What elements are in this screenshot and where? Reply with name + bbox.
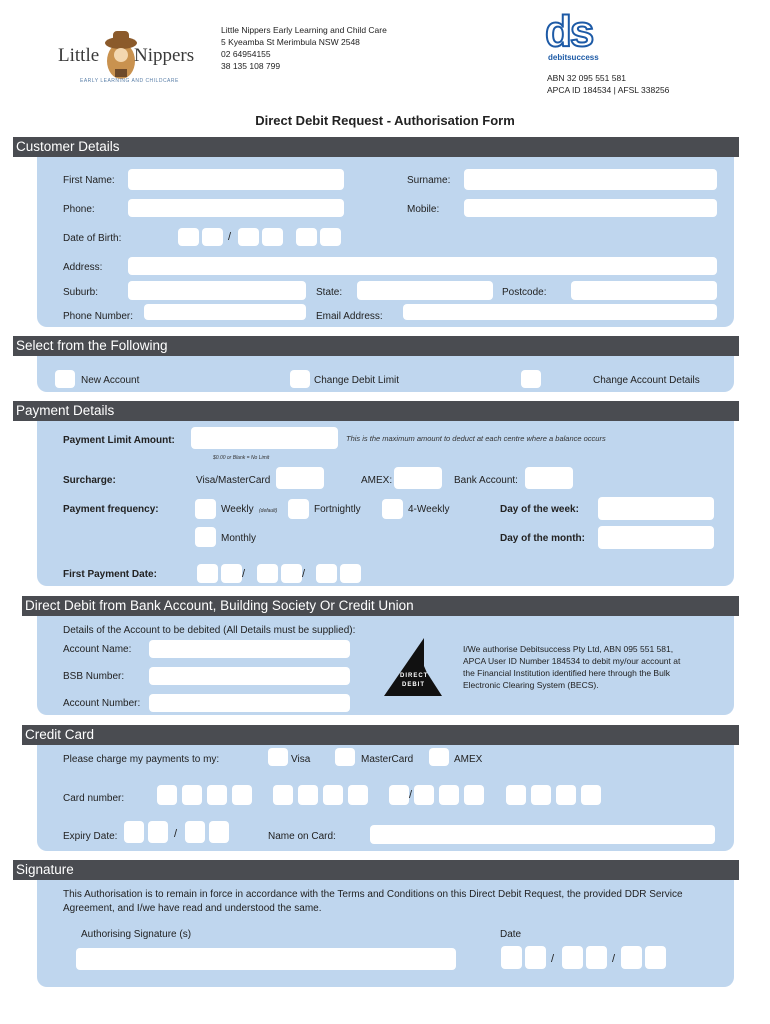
- dd-logo-line1: DIRECT: [400, 673, 429, 679]
- postcode-input[interactable]: [571, 281, 717, 300]
- mastercard-label: MasterCard: [361, 754, 414, 765]
- card-digit[interactable]: [273, 785, 293, 805]
- name-on-card-label: Name on Card:: [268, 831, 336, 842]
- sig-date-month-2[interactable]: [586, 946, 607, 969]
- card-digit[interactable]: [323, 785, 343, 805]
- customer-details-heading: Customer Details: [13, 137, 739, 157]
- auth-line: I/We authorise Debitsuccess Pty Ltd, ABN 095 551 581,: [463, 644, 674, 654]
- visa-label: Visa: [291, 754, 311, 765]
- signature-date-label: Date: [500, 929, 522, 940]
- signature-text-line2: Agreement, and I/we have read and understood the same.: [63, 903, 322, 914]
- org-line: Little Nippers Early Learning and Child Care: [221, 25, 387, 35]
- card-digit[interactable]: [348, 785, 368, 805]
- bank-account-surcharge-label: Bank Account:: [454, 475, 518, 486]
- sig-date-day-1[interactable]: [501, 946, 522, 969]
- sig-date-slash-2: /: [612, 953, 616, 965]
- expiry-slash: /: [174, 828, 178, 840]
- expiry-year-1[interactable]: [185, 821, 205, 843]
- mastercard-checkbox[interactable]: [335, 748, 355, 766]
- form-title: Direct Debit Request - Authorisation Form: [255, 113, 515, 128]
- card-digit[interactable]: [389, 785, 409, 805]
- suburb-label: Suburb:: [63, 287, 99, 298]
- email-label: Email Address:: [316, 311, 383, 322]
- expiry-month-1[interactable]: [124, 821, 144, 843]
- day-of-month-label: Day of the month:: [500, 533, 585, 544]
- card-digit[interactable]: [531, 785, 551, 805]
- sig-date-month-1[interactable]: [562, 946, 583, 969]
- dob-slash: /: [228, 231, 232, 243]
- expiry-year-2[interactable]: [209, 821, 229, 843]
- surname-label: Surname:: [407, 175, 451, 186]
- first-date-month-1[interactable]: [257, 564, 278, 583]
- account-name-label: Account Name:: [63, 644, 132, 655]
- amex-surcharge-input[interactable]: [394, 467, 442, 489]
- first-name-label: First Name:: [63, 175, 115, 186]
- apca-line: APCA ID 184534 | AFSL 338256: [547, 85, 670, 95]
- weekly-checkbox[interactable]: [195, 499, 216, 519]
- logo-text-left: Little: [58, 45, 100, 66]
- first-name-input[interactable]: [128, 169, 344, 190]
- email-input[interactable]: [403, 304, 717, 320]
- visa-mc-surcharge-input[interactable]: [276, 467, 324, 489]
- weekly-label: Weekly: [221, 504, 254, 515]
- bank-details-intro: Details of the Account to be debited (All Details must be supplied):: [63, 625, 356, 636]
- signature-heading: Signature: [13, 860, 739, 880]
- payment-limit-input[interactable]: [191, 427, 338, 449]
- ds-logo-brand: debitsuccess: [548, 53, 599, 62]
- expiry-label: Expiry Date:: [63, 831, 118, 842]
- change-limit-label: Change Debit Limit: [314, 375, 400, 386]
- abn-line: ABN 32 095 551 581: [547, 73, 626, 83]
- org-line: 02 64954155: [221, 49, 271, 59]
- signature-text-line1: This Authorisation is to remain in force in accordance with the Terms and Conditions on this Direct Debit Request, the provided DDR Service: [63, 889, 683, 900]
- logo-tagline: EARLY LEARNING AND CHILDCARE: [80, 78, 179, 84]
- sig-date-year-1[interactable]: [621, 946, 642, 969]
- payment-frequency-label: Payment frequency:: [63, 504, 159, 515]
- card-number-label: Card number:: [63, 793, 125, 804]
- phone-number-label: Phone Number:: [63, 311, 134, 322]
- logo-text-right: Nippers: [134, 45, 195, 66]
- first-date-month-2[interactable]: [281, 564, 302, 583]
- payment-limit-sub: $0.00 or Blank = No Limit: [213, 455, 270, 461]
- mobile-label: Mobile:: [407, 204, 440, 215]
- state-input[interactable]: [357, 281, 493, 300]
- authorising-signature-input[interactable]: [76, 948, 456, 970]
- org-line: 5 Kyeamba St Merimbula NSW 2548: [221, 37, 360, 47]
- visa-checkbox[interactable]: [268, 748, 288, 766]
- surcharge-label: Surcharge:: [63, 475, 116, 486]
- charge-to-label: Please charge my payments to my:: [63, 754, 220, 765]
- dd-logo-line2: DEBIT: [402, 682, 425, 688]
- card-digit[interactable]: [556, 785, 576, 805]
- fortnightly-checkbox[interactable]: [288, 499, 309, 519]
- direct-debit-logo: [380, 636, 448, 700]
- first-date-slash-1: /: [242, 568, 246, 580]
- day-of-week-input[interactable]: [598, 497, 714, 520]
- auth-line: APCA User ID Number 184534 to debit my/our account at: [463, 656, 681, 666]
- sig-date-slash-1: /: [551, 953, 555, 965]
- card-number-slash: /: [409, 789, 413, 801]
- card-digit[interactable]: [414, 785, 434, 805]
- phone-input[interactable]: [128, 199, 344, 217]
- day-of-week-label: Day of the week:: [500, 504, 579, 515]
- expiry-month-2[interactable]: [148, 821, 168, 843]
- first-date-year-2[interactable]: [340, 564, 361, 583]
- card-digit[interactable]: [506, 785, 526, 805]
- dob-label: Date of Birth:: [63, 233, 122, 244]
- surname-input[interactable]: [464, 169, 717, 190]
- card-digit[interactable]: [298, 785, 318, 805]
- address-label: Address:: [63, 262, 103, 273]
- phone-number-input[interactable]: [144, 304, 306, 320]
- debitsuccess-logo: [545, 7, 635, 67]
- dob-day-1[interactable]: [178, 228, 199, 246]
- change-details-checkbox[interactable]: [521, 370, 541, 388]
- state-label: State:: [316, 287, 343, 298]
- amex-checkbox[interactable]: [429, 748, 449, 766]
- account-number-label: Account Number:: [63, 698, 141, 709]
- suburb-input[interactable]: [128, 281, 306, 300]
- address-input[interactable]: [128, 257, 717, 275]
- card-digit[interactable]: [157, 785, 177, 805]
- dob-year-2[interactable]: [320, 228, 341, 246]
- day-of-month-input[interactable]: [598, 526, 714, 549]
- four-weekly-label: 4-Weekly: [408, 504, 450, 515]
- dob-month-2[interactable]: [262, 228, 283, 246]
- new-account-checkbox[interactable]: [55, 370, 75, 388]
- monthly-label: Monthly: [221, 533, 257, 544]
- phone-label: Phone:: [63, 204, 95, 215]
- auth-line: Electronic Clearing System (BECS).: [463, 680, 599, 690]
- account-name-input[interactable]: [149, 640, 350, 658]
- four-weekly-checkbox[interactable]: [382, 499, 403, 519]
- credit-card-heading: Credit Card: [22, 725, 739, 745]
- payment-limit-note: This is the maximum amount to deduct at each centre where a balance occurs: [346, 434, 606, 443]
- card-digit[interactable]: [439, 785, 459, 805]
- org-line: 38 135 108 799: [221, 61, 281, 71]
- first-date-slash-2: /: [302, 568, 306, 580]
- dob-month-1[interactable]: [238, 228, 259, 246]
- amex-surcharge-label: AMEX:: [361, 475, 393, 486]
- card-digit[interactable]: [464, 785, 484, 805]
- card-digit[interactable]: [232, 785, 252, 805]
- dob-day-2[interactable]: [202, 228, 223, 246]
- amex-label: AMEX: [454, 754, 483, 765]
- auth-line: the Financial Institution identified here through the Bulk: [463, 668, 670, 678]
- bank-account-surcharge-input[interactable]: [525, 467, 573, 489]
- select-heading: Select from the Following: [13, 336, 739, 356]
- first-date-day-2[interactable]: [221, 564, 242, 583]
- sig-date-year-2[interactable]: [645, 946, 666, 969]
- fortnightly-label: Fortnightly: [314, 504, 361, 515]
- card-digit[interactable]: [581, 785, 601, 805]
- change-limit-checkbox[interactable]: [290, 370, 310, 388]
- name-on-card-input[interactable]: [370, 825, 715, 844]
- ds-logo-letters: ds: [545, 7, 593, 56]
- payment-limit-label: Payment Limit Amount:: [63, 435, 175, 446]
- authorising-signature-label: Authorising Signature (s): [81, 929, 192, 940]
- card-digit[interactable]: [182, 785, 202, 805]
- first-date-year-1[interactable]: [316, 564, 337, 583]
- payment-details-heading: Payment Details: [13, 401, 739, 421]
- monthly-checkbox[interactable]: [195, 527, 216, 547]
- sig-date-day-2[interactable]: [525, 946, 546, 969]
- dob-year-1[interactable]: [296, 228, 317, 246]
- direct-debit-logo-icon: [380, 636, 448, 700]
- visa-mc-label: Visa/MasterCard: [196, 475, 271, 486]
- bsb-input[interactable]: [149, 667, 350, 685]
- weekly-default-note: (default): [259, 508, 278, 514]
- card-digit[interactable]: [207, 785, 227, 805]
- mobile-input[interactable]: [464, 199, 717, 217]
- first-date-day-1[interactable]: [197, 564, 218, 583]
- change-details-label: Change Account Details: [593, 375, 700, 386]
- new-account-label: New Account: [81, 375, 140, 386]
- first-payment-date-label: First Payment Date:: [63, 569, 157, 580]
- bank-heading: Direct Debit from Bank Account, Building Society Or Credit Union: [22, 596, 739, 616]
- select-panel: [37, 356, 734, 392]
- postcode-label: Postcode:: [502, 287, 547, 298]
- bsb-label: BSB Number:: [63, 671, 125, 682]
- account-number-input[interactable]: [149, 694, 350, 712]
